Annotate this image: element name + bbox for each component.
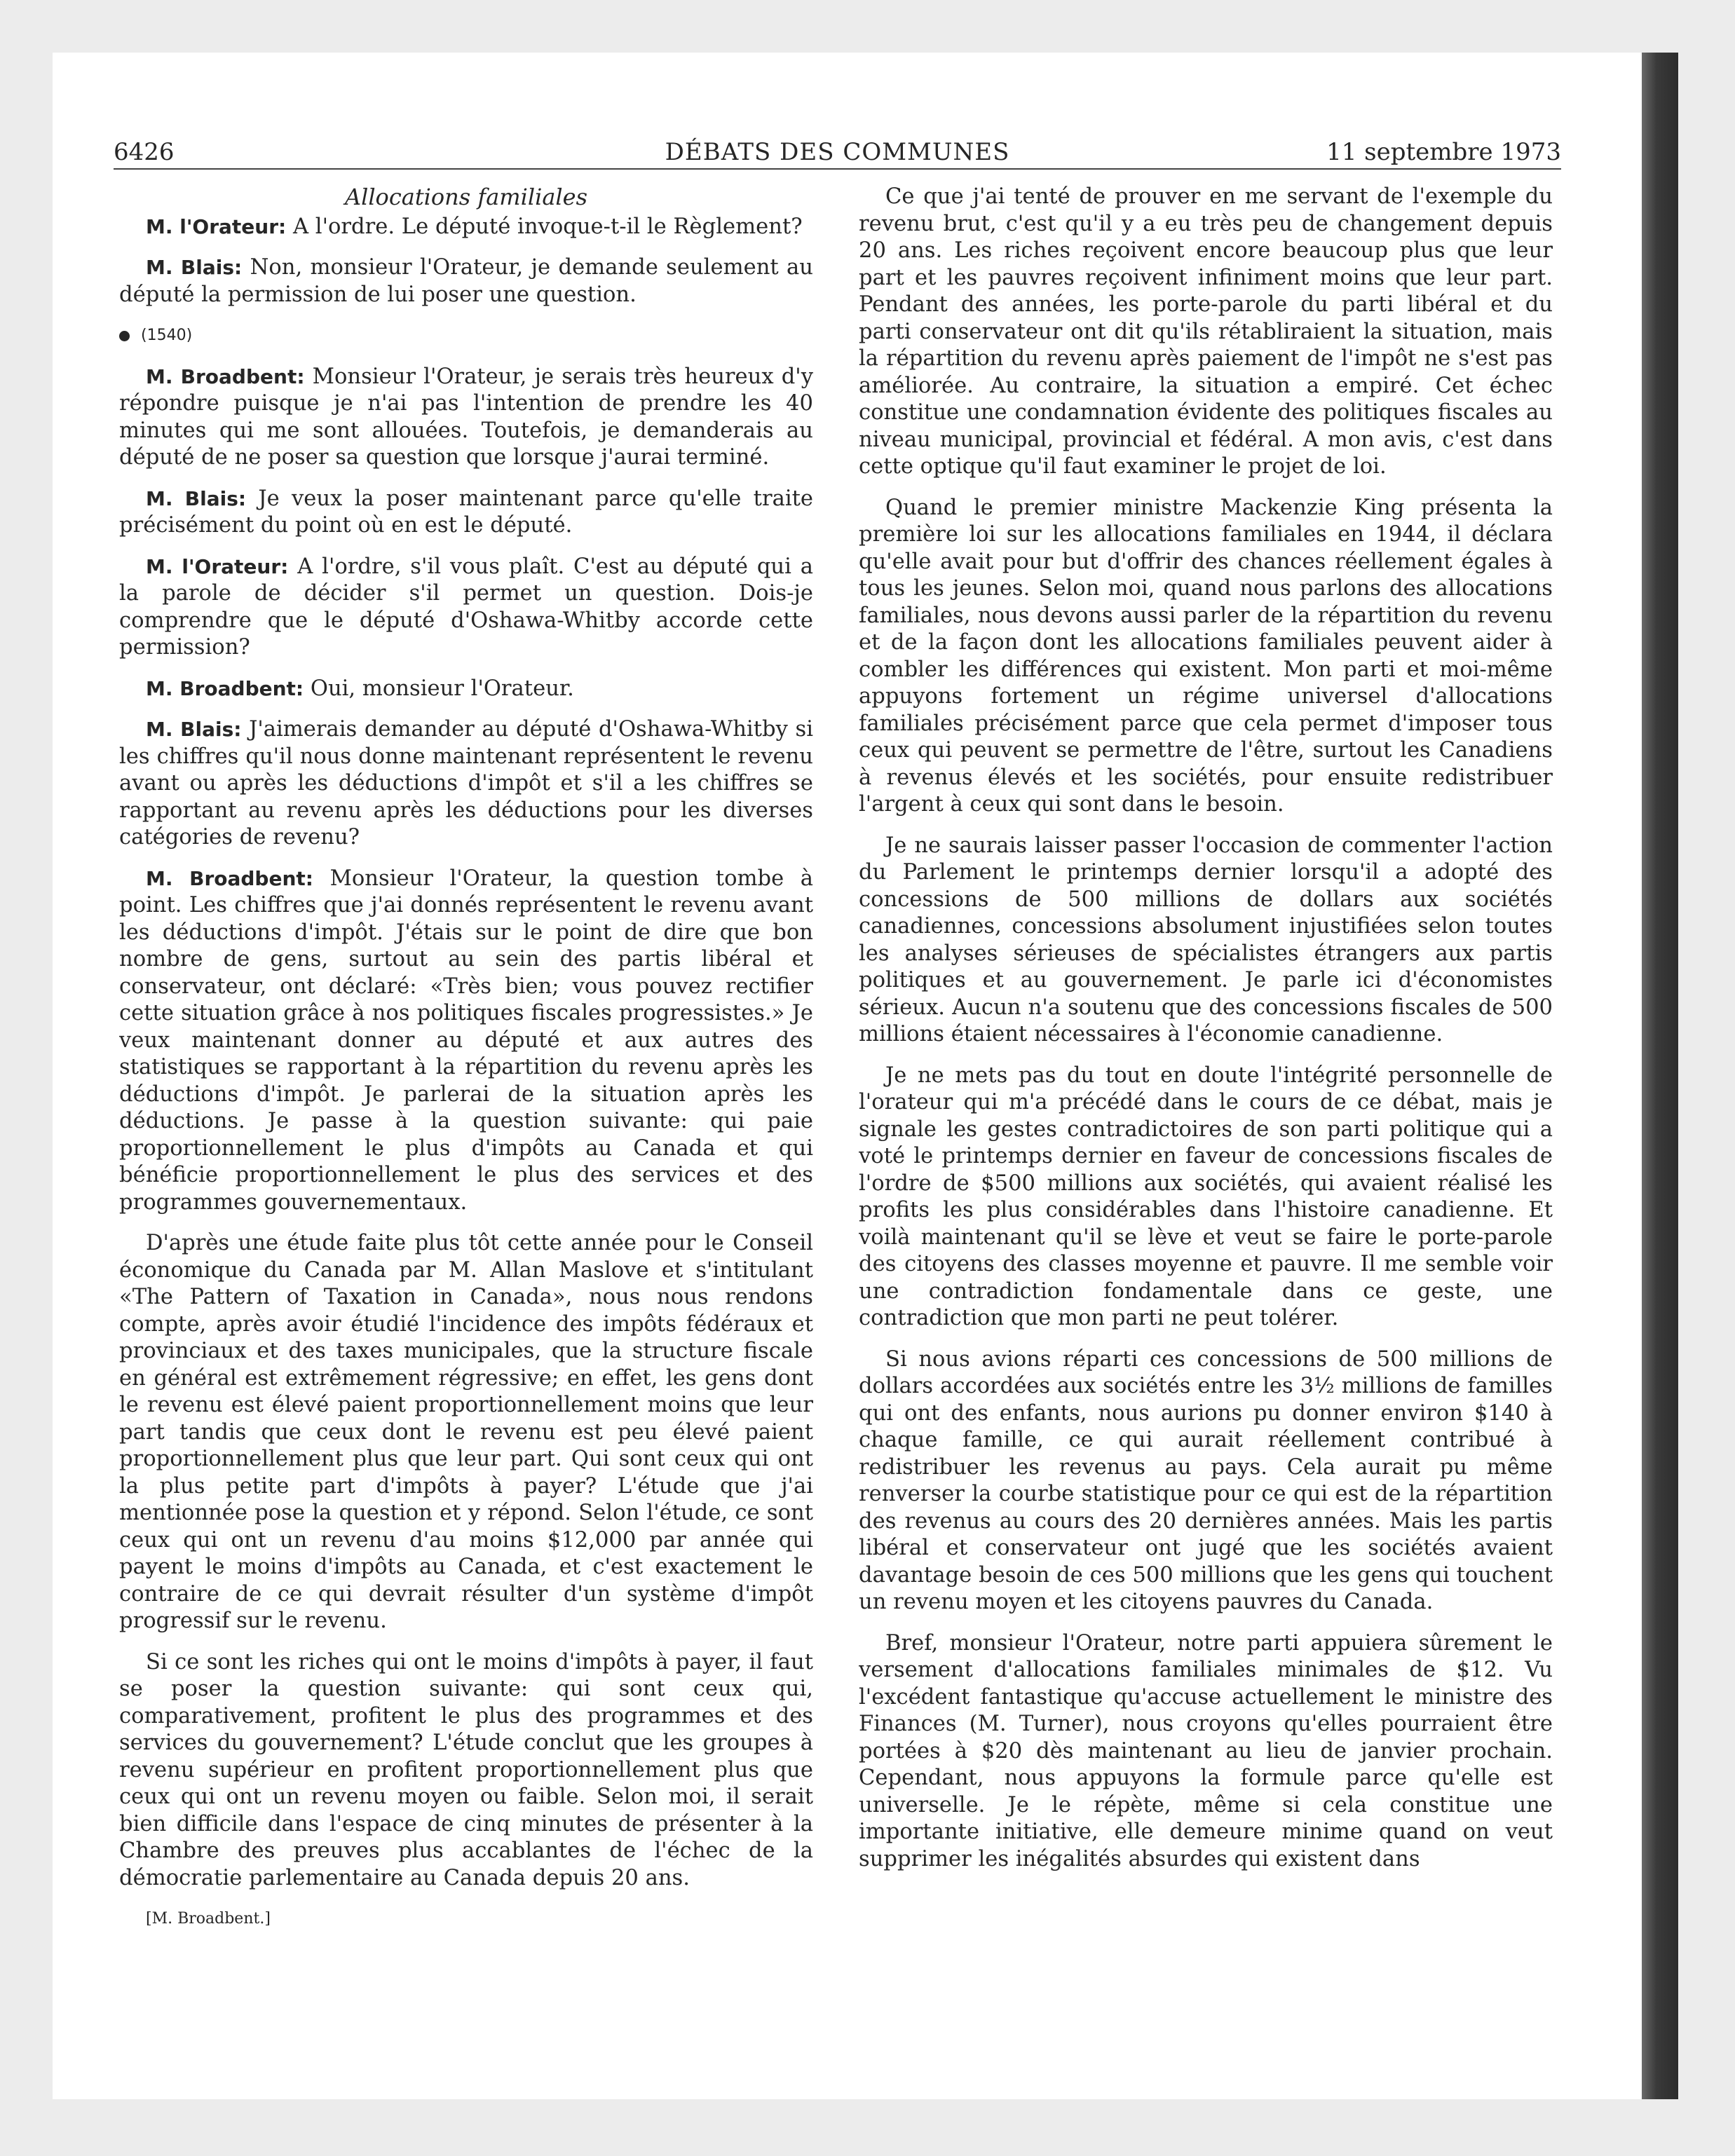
paragraph: Bref, monsieur l'Orateur, notre parti appuiera sûrement le versement d'allocations familiales minimales de $12. Vu l'excédent fantastique qu'accuse actuellement le ministre des Finances (M. Turner), nous croyons qu'elles pourraient être portées à $20 dès maintenant au lieu de janvier prochain. Cependant, nous appuyons la formule parce qu'elle est universelle. Je le répète, même si cela constitue une importante initiative, elle demeure minime quand on veut supprimer les inégalités absurdes qui existent dans <box>859 1630 1553 1871</box>
timestamp: (1540) <box>119 322 813 350</box>
paragraph: M. l'Orateur: A l'ordre. Le député invoque-t-il le Règlement? <box>146 214 803 239</box>
speaker-name: M. l'Orateur: <box>146 554 289 578</box>
page-number: 6426 <box>114 138 175 166</box>
paragraph: Je ne mets pas du tout en doute l'intégrité personnelle de l'orateur qui m'a précédé dans le cours de ce débat, mais je signale les gestes contradictoires de son parti politique qui a voté le printemps dernier en faveur de concessions fiscales de l'ordre de $500 millions aux sociétés, qui avaient réalisé les profits les plus considérables dans l'histoire canadienne. Et voilà maintenant qu'il se lève et veut se faire le porte-parole des citoyens des classes moyenne et pauvre. Il me semble voir une contradiction fondamentale dans ce geste, une contradiction que mon parti ne peut tolérer. <box>859 1063 1553 1330</box>
paragraph: M. Broadbent: Monsieur l'Orateur, je serais très heureux d'y répondre puisque je n'ai pas l'intention de prendre les 40 minutes qui me sont allouées. Toutefois, je demanderais au député de ne poser sa question que lorsque j'aurai terminé. <box>119 364 813 470</box>
scan-edge-shadow <box>1642 53 1678 2099</box>
paragraph: M. Broadbent: Oui, monsieur l'Orateur. <box>146 676 574 701</box>
paragraph: M. Blais: Je veux la poser maintenant parce qu'elle traite précisément du point où en est le député. <box>119 486 813 538</box>
paragraph: Ce que j'ai tenté de prouver en me servant de l'exemple du revenu brut, c'est qu'il y a eu très peu de changement depuis 20 ans. Les riches reçoivent encore beaucoup plus que leur part et les pauvres reçoivent infiniment moins que leur part. Pendant des années, les porte-parole du parti libéral et du parti conservateur ont dit qu'ils rétabliraient la situation, mais la répartition du revenu après paiement de l'impôt ne s'est pas améliorée. Au contraire, la situation a empiré. Cet échec constitue une condamnation évidente des politiques fiscales au niveau municipal, provincial et fédéral. A mon avis, c'est dans cette optique qu'il faut examiner le projet de loi. <box>859 184 1553 479</box>
header-rule <box>114 168 1561 170</box>
section-title: Allocations familiales <box>344 184 588 210</box>
right-column <box>859 184 1553 1964</box>
speaker-name: M. l'Orateur: <box>146 214 287 238</box>
speaker-name: M. Broadbent: <box>146 676 304 700</box>
paragraph: D'après une étude faite plus tôt cette année pour le Conseil économique du Canada par M. Allan Maslove et s'intitulant «The Pattern of Taxation in Canada», nous nous rendons compte, après avoir étudié l'incidence des impôts fédéraux et provinciaux et des taxes municipales, que la structure fiscale en général est extrêmement régressive; en effet, les gens dont le revenu est élevé paient proportionnellement moins que leur part tandis que ceux dont le revenu est peu élevé paient proportionnellement plus que leur part. Qui sont ceux qui ont la plus petite part d'impôts à payer? L'étude que j'ai mentionnée pose la question et y répond. Selon l'étude, ce sont ceux qui ont un revenu d'au moins $12,000 par année qui payent le moins d'impôts au Canada, et c'est exactement le contraire de ce qui devrait résulter d'un système d'impôt progressif sur le revenu. <box>119 1231 813 1633</box>
speaker-name: M. Blais: <box>146 486 247 510</box>
bullet-icon <box>119 331 130 341</box>
paragraph: M. Broadbent: Monsieur l'Orateur, la question tombe à point. Les chiffres que j'ai donnés représentent le revenu avant les déductions d'impôt. J'étais sur le point de dire que bon nombre de gens, surtout au sein des partis libéral et conservateur, ont déclaré: «Très bien; vous pouvez rectifier cette situation grâce à nos politiques fiscales progressistes.» Je veux maintenant donner au député et aux autres des statistiques se rapportant à la répartition du revenu après les déductions d'impôt. Je parlerai de la situation après les déductions. Je passe à la question suivante: qui paie proportionnellement le plus d'impôts au Canada et qui bénéficie proportionnellement le plus des services et des programmes gouvernementaux. <box>119 866 813 1215</box>
paragraph: Si ce sont les riches qui ont le moins d'impôts à payer, il faut se poser la question suivante: qui sont ceux qui, comparativement, profitent le plus des programmes et des services du gouvernement? L'étude conclut que les groupes à revenu supérieur en profitent proportionnellement plus que ceux qui ont un revenu moyen ou faible. Selon moi, il serait bien difficile dans l'espace de cinq minutes de présenter à la Chambre des preuves plus accablantes de l'échec de la démocratie parlementaire au Canada depuis 20 ans. <box>119 1649 813 1890</box>
speaker-name: M. Blais: <box>146 718 242 741</box>
paragraph: M. Blais: J'aimerais demander au député d'Oshawa-Whitby si les chiffres qu'il nous donne maintenant représentent le revenu avant ou après les déductions d'impôt et s'il a les chiffres se rapportant au revenu après les déductions pour les diverses catégories de revenu? <box>119 717 813 850</box>
speaker-name: M. Broadbent: <box>146 364 305 388</box>
paragraph: M. l'Orateur: A l'ordre, s'il vous plaît. C'est au député qui a la parole de décider s'il permet un question. Dois-je comprendre que le député d'Oshawa-Whitby accorde cette permission? <box>119 554 813 660</box>
paragraph: Si nous avions réparti ces concessions de 500 millions de dollars accordées aux sociétés entre les 3½ millions de familles qui ont des enfants, nous aurions pu donner environ $140 à chaque famille, ce qui aurait réellement contribué à redistribuer les revenus au pays. Cela aurait pu même renverser la courbe statistique pour ce qui est de la répartition des revenus au cours des 20 dernières années. Mais les partis libéral et conservateur ont jugé que les sociétés avaient davantage besoin de ces 500 millions que les gens qui touchent un revenu moyen et les citoyens pauvres du Canada. <box>859 1346 1553 1614</box>
paragraph: Je ne saurais laisser passer l'occasion de commenter l'action du Parlement le printemps dernier lorsqu'il a adopté des concessions de 500 millions de dollars aux sociétés canadiennes, concessions absolument injustifiées selon toutes les analyses sérieuses de spécialistes étrangers aux partis politiques et au gouvernement. Je parle ici d'économistes sérieux. Aucun n'a soutenu que des concessions fiscales de 500 millions étaient nécessaires à l'économie canadienne. <box>859 833 1553 1046</box>
left-column <box>119 184 813 1964</box>
paragraph: M. Blais: Non, monsieur l'Orateur, je demande seulement au député la permission de lui poser une question. <box>119 255 813 307</box>
session-date: 11 septembre 1973 <box>1326 138 1561 166</box>
journal-title: DÉBATS DES COMMUNES <box>665 138 1010 166</box>
speaker-name: M. Broadbent: <box>146 866 313 890</box>
paragraph: Quand le premier ministre Mackenzie King présenta la première loi sur les allocations familiales en 1944, il déclara qu'elle avait pour but d'offrir des chances réellement égales à tous les jeunes. Selon moi, quand nous parlons des allocations familiales, nous devons aussi parler de la répartition du revenu et de la façon dont les allocations familiales peuvent aider à combler les différences qui existent. Mon parti et moi-même appuyons fortement un régime universel d'allocations familiales précisément parce que cela permet d'imposer tous ceux qui peuvent se permettre de l'être, surtout les Canadiens à revenus élevés et les sociétés, pour ensuite redistribuer l'argent à ceux qui sont dans le besoin. <box>859 495 1553 817</box>
speaker-footer: [M. Broadbent.] <box>146 1910 271 1928</box>
speaker-name: M. Blais: <box>146 256 243 279</box>
